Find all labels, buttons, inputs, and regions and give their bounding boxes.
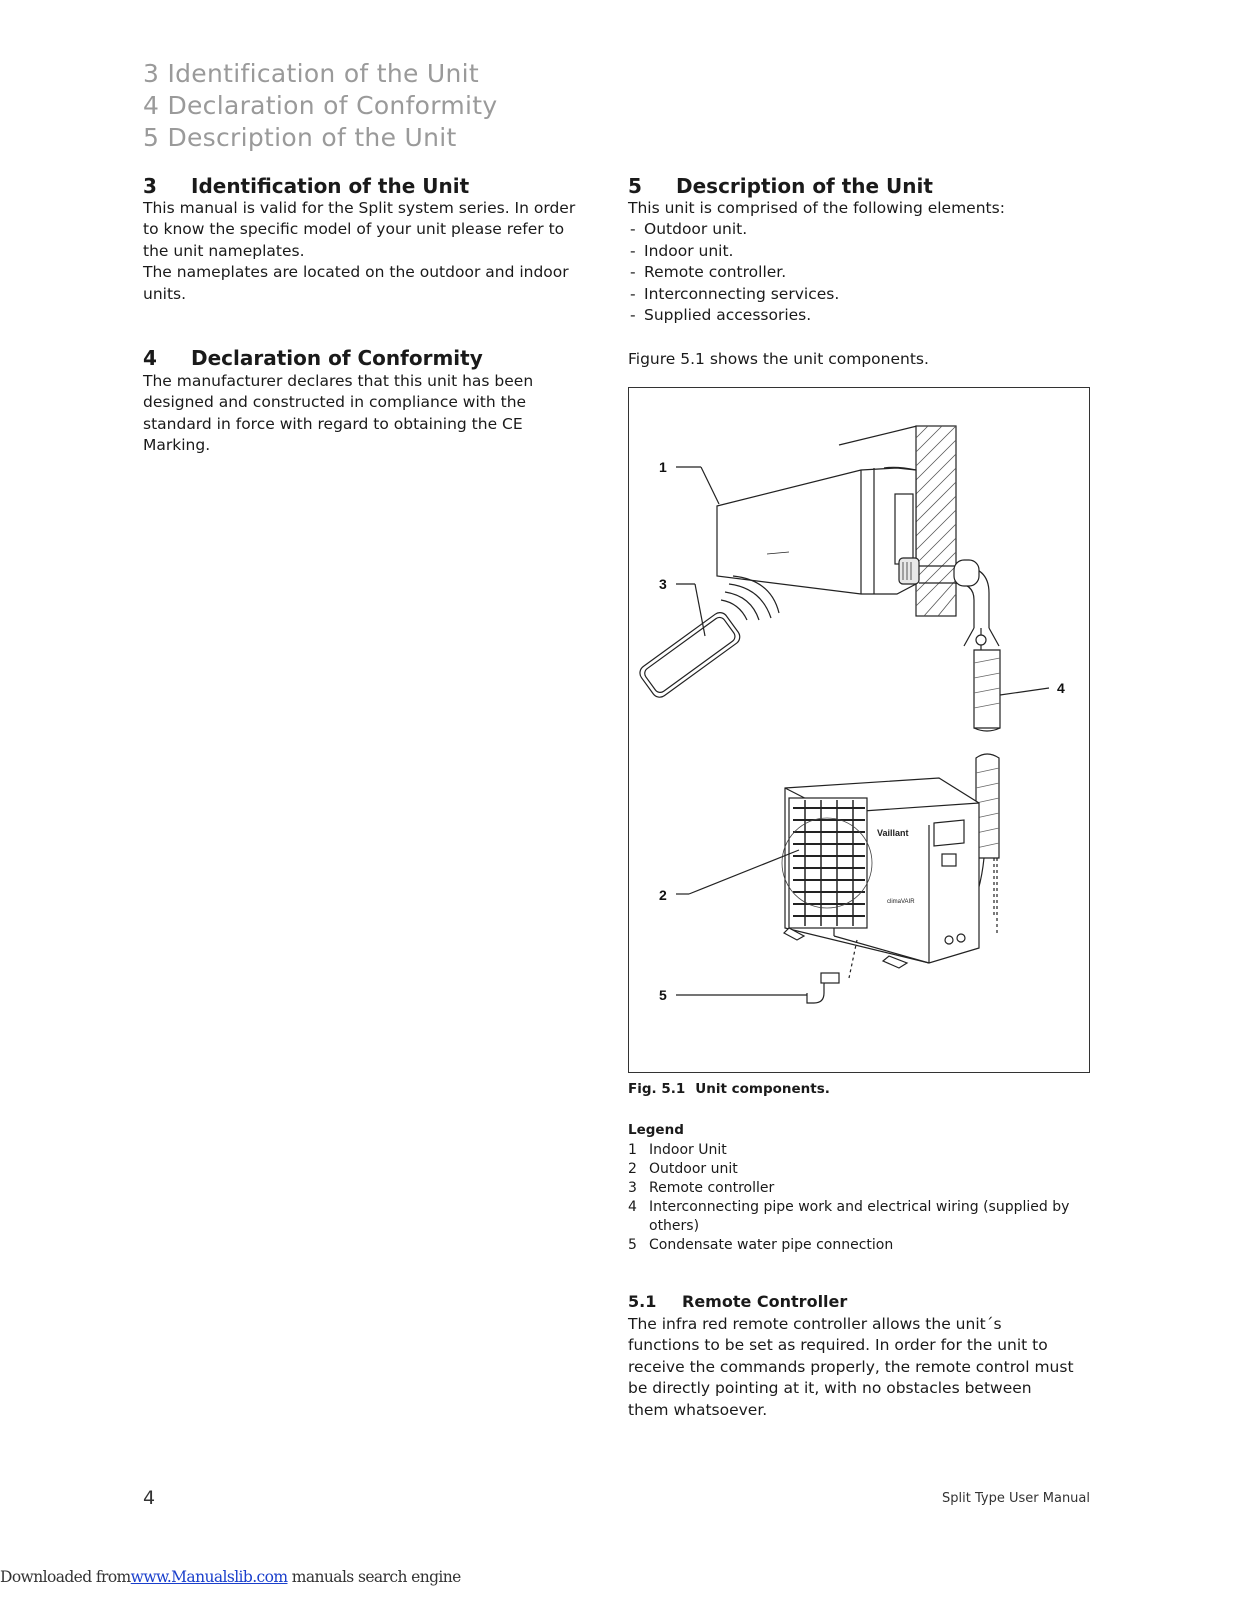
text-line: Marking. bbox=[143, 436, 211, 455]
list-item: - Indoor unit. bbox=[628, 241, 1098, 262]
figure-reference: Figure 5.1 shows the unit components. bbox=[628, 350, 929, 368]
text-line: be directly pointing at it, with no obstacles between bbox=[628, 1379, 1032, 1398]
legend-item bbox=[628, 1179, 1098, 1198]
section-5-body bbox=[628, 198, 1098, 326]
text-line: The infra red remote controller allows the unit´s bbox=[628, 1315, 1002, 1333]
section-4-heading bbox=[143, 346, 603, 370]
section-title: Declaration of Conformity bbox=[191, 346, 483, 370]
text-line: standard in force with regard to obtaining the CE bbox=[143, 414, 523, 433]
figure-unit-components bbox=[628, 387, 1090, 1073]
unit-components-illustration bbox=[629, 388, 1089, 1072]
legend-title: Legend bbox=[628, 1122, 684, 1138]
text-line: receive the commands properly, the remote control must bbox=[628, 1357, 1074, 1376]
chapter-title: 3 Identification of the Unit bbox=[143, 59, 480, 88]
chapter-title: 4 Declaration of Conformity bbox=[143, 91, 498, 120]
legend-item bbox=[628, 1217, 1098, 1236]
legend-text: Interconnecting pipe work and electrical wiring (supplied by bbox=[649, 1199, 1070, 1215]
callout-3: 3 bbox=[659, 576, 667, 592]
legend-item bbox=[628, 1236, 1098, 1255]
chapter-titles bbox=[143, 58, 498, 154]
legend-text: Indoor Unit bbox=[649, 1142, 727, 1158]
text-line: to know the specific model of your unit please refer to bbox=[143, 220, 565, 239]
section-title: Identification of the Unit bbox=[191, 174, 470, 198]
download-notice bbox=[0, 1568, 461, 1586]
legend-text: Condensate water pipe connection bbox=[649, 1237, 894, 1253]
legend-item bbox=[628, 1198, 1098, 1217]
list-item: - Supplied accessories. bbox=[628, 305, 1098, 326]
legend-number bbox=[628, 1217, 649, 1236]
section-title: Remote Controller bbox=[682, 1292, 848, 1311]
legend-number: 4 bbox=[628, 1199, 637, 1215]
figure-label: Fig. 5.1 bbox=[628, 1081, 686, 1097]
figure-caption bbox=[628, 1081, 830, 1097]
section-title: Description of the Unit bbox=[676, 174, 933, 198]
section-number: 3 bbox=[143, 174, 157, 198]
section-number: 4 bbox=[143, 346, 157, 370]
chapter-title: 5 Description of the Unit bbox=[143, 123, 457, 152]
callout-5: 5 bbox=[659, 987, 667, 1003]
text-line: The nameplates are located on the outdoor and indoor bbox=[143, 263, 569, 282]
download-suffix: manuals search engine bbox=[287, 1568, 461, 1586]
legend-text: Remote controller bbox=[649, 1180, 775, 1196]
legend-number: 5 bbox=[628, 1237, 637, 1253]
legend-item bbox=[628, 1160, 1098, 1179]
legend-text: Outdoor unit bbox=[649, 1161, 738, 1177]
section-3-heading bbox=[143, 174, 603, 198]
legend-number: 2 bbox=[628, 1161, 637, 1177]
list-item: - Remote controller. bbox=[628, 262, 1098, 283]
text-line: units. bbox=[143, 284, 187, 303]
section-intro: This unit is comprised of the following elements: bbox=[628, 199, 1005, 217]
text-line: This manual is valid for the Split system series. In order bbox=[143, 199, 576, 217]
text-line: the unit nameplates. bbox=[143, 241, 305, 260]
section-5-1-heading bbox=[628, 1292, 847, 1311]
list-item: - Interconnecting services. bbox=[628, 284, 1098, 305]
legend-number: 1 bbox=[628, 1142, 637, 1158]
download-prefix: Downloaded from bbox=[0, 1568, 131, 1586]
manualslib-link[interactable]: www.Manualslib.com bbox=[130, 1568, 288, 1586]
callout-1: 1 bbox=[659, 459, 667, 475]
legend-item bbox=[628, 1141, 1098, 1160]
page-number: 4 bbox=[143, 1487, 156, 1509]
section-4-body bbox=[143, 371, 603, 457]
callout-4: 4 bbox=[1057, 680, 1065, 696]
list-item: - Outdoor unit. bbox=[628, 219, 1098, 240]
section-5-1-body bbox=[628, 1314, 1098, 1421]
section-3-body bbox=[143, 198, 603, 305]
legend-text: others) bbox=[649, 1218, 700, 1234]
section-number: 5.1 bbox=[628, 1292, 657, 1311]
text-line: designed and constructed in compliance with the bbox=[143, 393, 527, 412]
text-line: functions to be set as required. In order for the unit to bbox=[628, 1336, 1048, 1355]
callout-2: 2 bbox=[659, 887, 667, 903]
brand-logo-text: Vaillant bbox=[877, 828, 909, 838]
text-line: them whatsoever. bbox=[628, 1400, 768, 1419]
figure-caption-text: Unit components. bbox=[695, 1081, 830, 1097]
legend-number: 3 bbox=[628, 1180, 637, 1196]
model-text: climaVAIR bbox=[887, 899, 915, 905]
section-5-heading bbox=[628, 174, 1098, 198]
text-line: The manufacturer declares that this unit has been bbox=[143, 372, 534, 390]
legend-list bbox=[628, 1141, 1098, 1255]
manual-title: Split Type User Manual bbox=[942, 1491, 1090, 1506]
component-list bbox=[628, 219, 1098, 326]
section-number: 5 bbox=[628, 174, 642, 198]
